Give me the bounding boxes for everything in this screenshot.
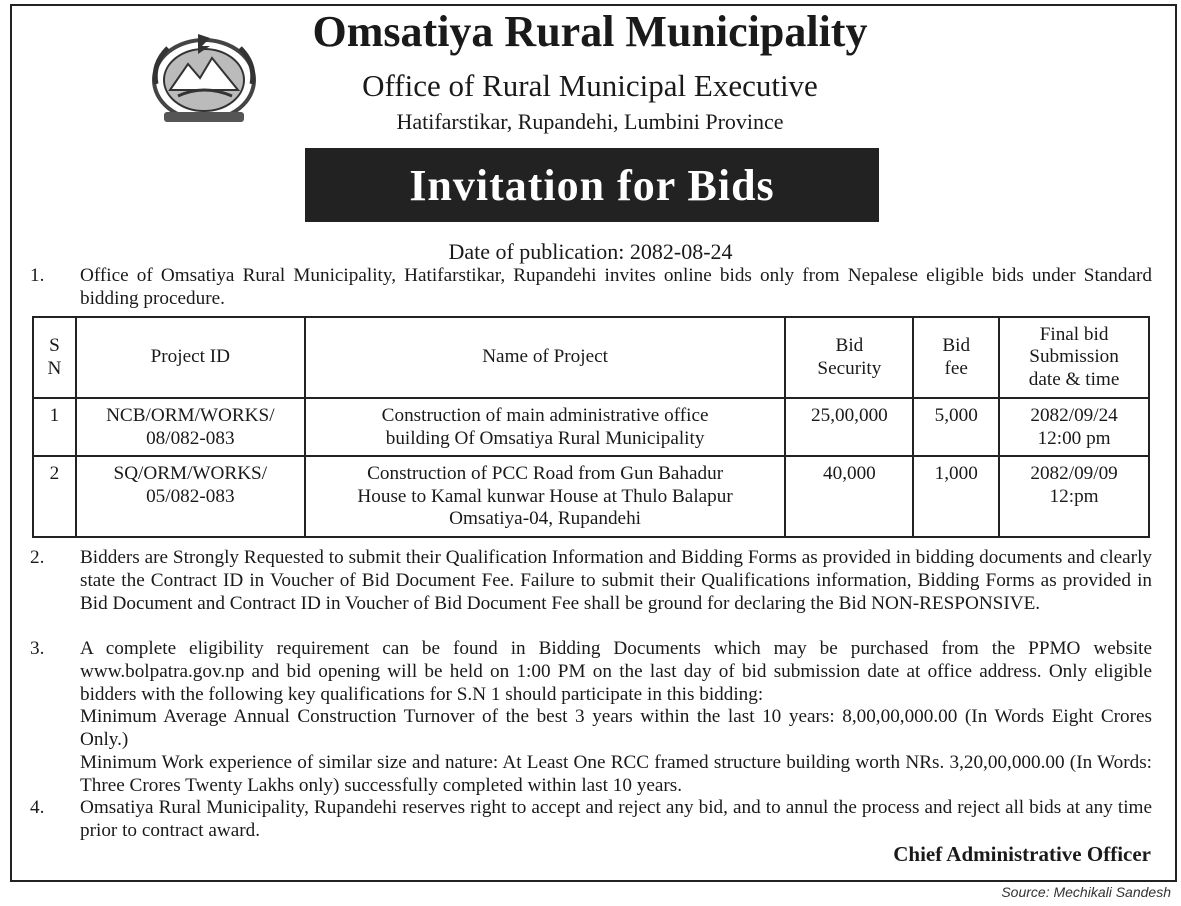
cell-project-name: Construction of PCC Road from Gun Bahadur House to Kamal kunwar House at Thulo Balapur Omsatiya-04, Rupandehi <box>305 456 786 537</box>
cell-deadline: 2082/09/24 12:00 pm <box>999 398 1149 456</box>
paragraph-2 <box>30 547 1152 615</box>
paragraph-number: 2. <box>30 547 45 568</box>
paragraph-3 <box>30 638 1152 798</box>
header-bid-security: Bid Security <box>785 317 913 398</box>
source-credit: Source: Mechikali Sandesh <box>1001 884 1171 900</box>
paragraph-1 <box>30 265 1152 311</box>
cell-project-id: SQ/ORM/WORKS/ 05/082-083 <box>76 456 305 537</box>
header-project-id: Project ID <box>76 317 305 398</box>
header-sn: S N <box>33 317 76 398</box>
signatory-title: Chief Administrative Officer <box>893 842 1151 866</box>
cell-sn: 1 <box>33 398 76 456</box>
header-bid-fee: Bid fee <box>913 317 999 398</box>
cell-project-name: Construction of main administrative office building Of Omsatiya Rural Municipality <box>305 398 786 456</box>
table-row <box>33 398 1149 456</box>
requirement-experience: Minimum Work experience of similar size and nature: At Least One RCC framed structure building worth NRs. 3,20,00,000.00 (In Words: Three Crores Twenty Lakhs only) successfully completed within last 10 years. <box>80 751 1152 796</box>
header-deadline: Final bid Submission date & time <box>999 317 1149 398</box>
paragraph-number: 4. <box>30 797 45 818</box>
paragraph-text: Office of Omsatiya Rural Municipality, Hatifarstikar, Rupandehi invites online bids only from Nepalese eligible bids under Standard bidding procedure. <box>80 265 1152 309</box>
municipality-title: Omsatiya Rural Municipality <box>312 7 868 56</box>
header-project-name: Name of Project <box>305 317 786 398</box>
paragraph-text: Omsatiya Rural Municipality, Rupandehi reserves right to accept and reject any bid, and to annul the process and reject all bids at any time prior to contract award. <box>80 797 1152 841</box>
office-name: Office of Rural Municipal Executive <box>362 68 818 103</box>
nepal-emblem-icon <box>148 24 260 126</box>
requirement-turnover: Minimum Average Annual Construction Turnover of the best 3 years within the last 10 years: 8,00,00,000.00 (In Words Eight Crores Only.) <box>80 706 1152 751</box>
paragraph-text: A complete eligibility requirement can be found in Bidding Documents which may be purchased from the PPMO website www.bolpatra.gov.np and bid opening will be held on 1:00 PM on the last day of bid submission date at office address. Only eligible bidders with the following key qualifications for S.N 1 should participate in this bidding: <box>80 638 1152 705</box>
paragraph-number: 1. <box>30 265 45 286</box>
cell-deadline: 2082/09/09 12:pm <box>999 456 1149 537</box>
cell-project-id: NCB/ORM/WORKS/ 08/082-083 <box>76 398 305 456</box>
table-header-row <box>33 317 1149 398</box>
paragraph-text: Bidders are Strongly Requested to submit their Qualification Information and Bidding Forms as provided in bidding documents and clearly state the Contract ID in Voucher of Bid Document Fee. Failure to submit their Qualifications information, Bidding Forms as provided in Bid Document and Contract ID in Voucher of Bid Document Fee shall be ground for declaring the Bid NON-RESPONSIVE. <box>80 547 1152 614</box>
cell-bid-security: 25,00,000 <box>785 398 913 456</box>
cell-sn: 2 <box>33 456 76 537</box>
notice-banner: Invitation for Bids <box>305 148 879 222</box>
paragraph-number: 3. <box>30 638 45 659</box>
table-row <box>33 456 1149 537</box>
bids-table <box>32 316 1150 538</box>
office-address: Hatifarstikar, Rupandehi, Lumbini Province <box>396 109 784 134</box>
cell-bid-fee: 5,000 <box>913 398 999 456</box>
cell-bid-fee: 1,000 <box>913 456 999 537</box>
cell-bid-security: 40,000 <box>785 456 913 537</box>
publication-date: Date of publication: 2082-08-24 <box>448 239 733 264</box>
paragraph-4 <box>30 797 1152 843</box>
